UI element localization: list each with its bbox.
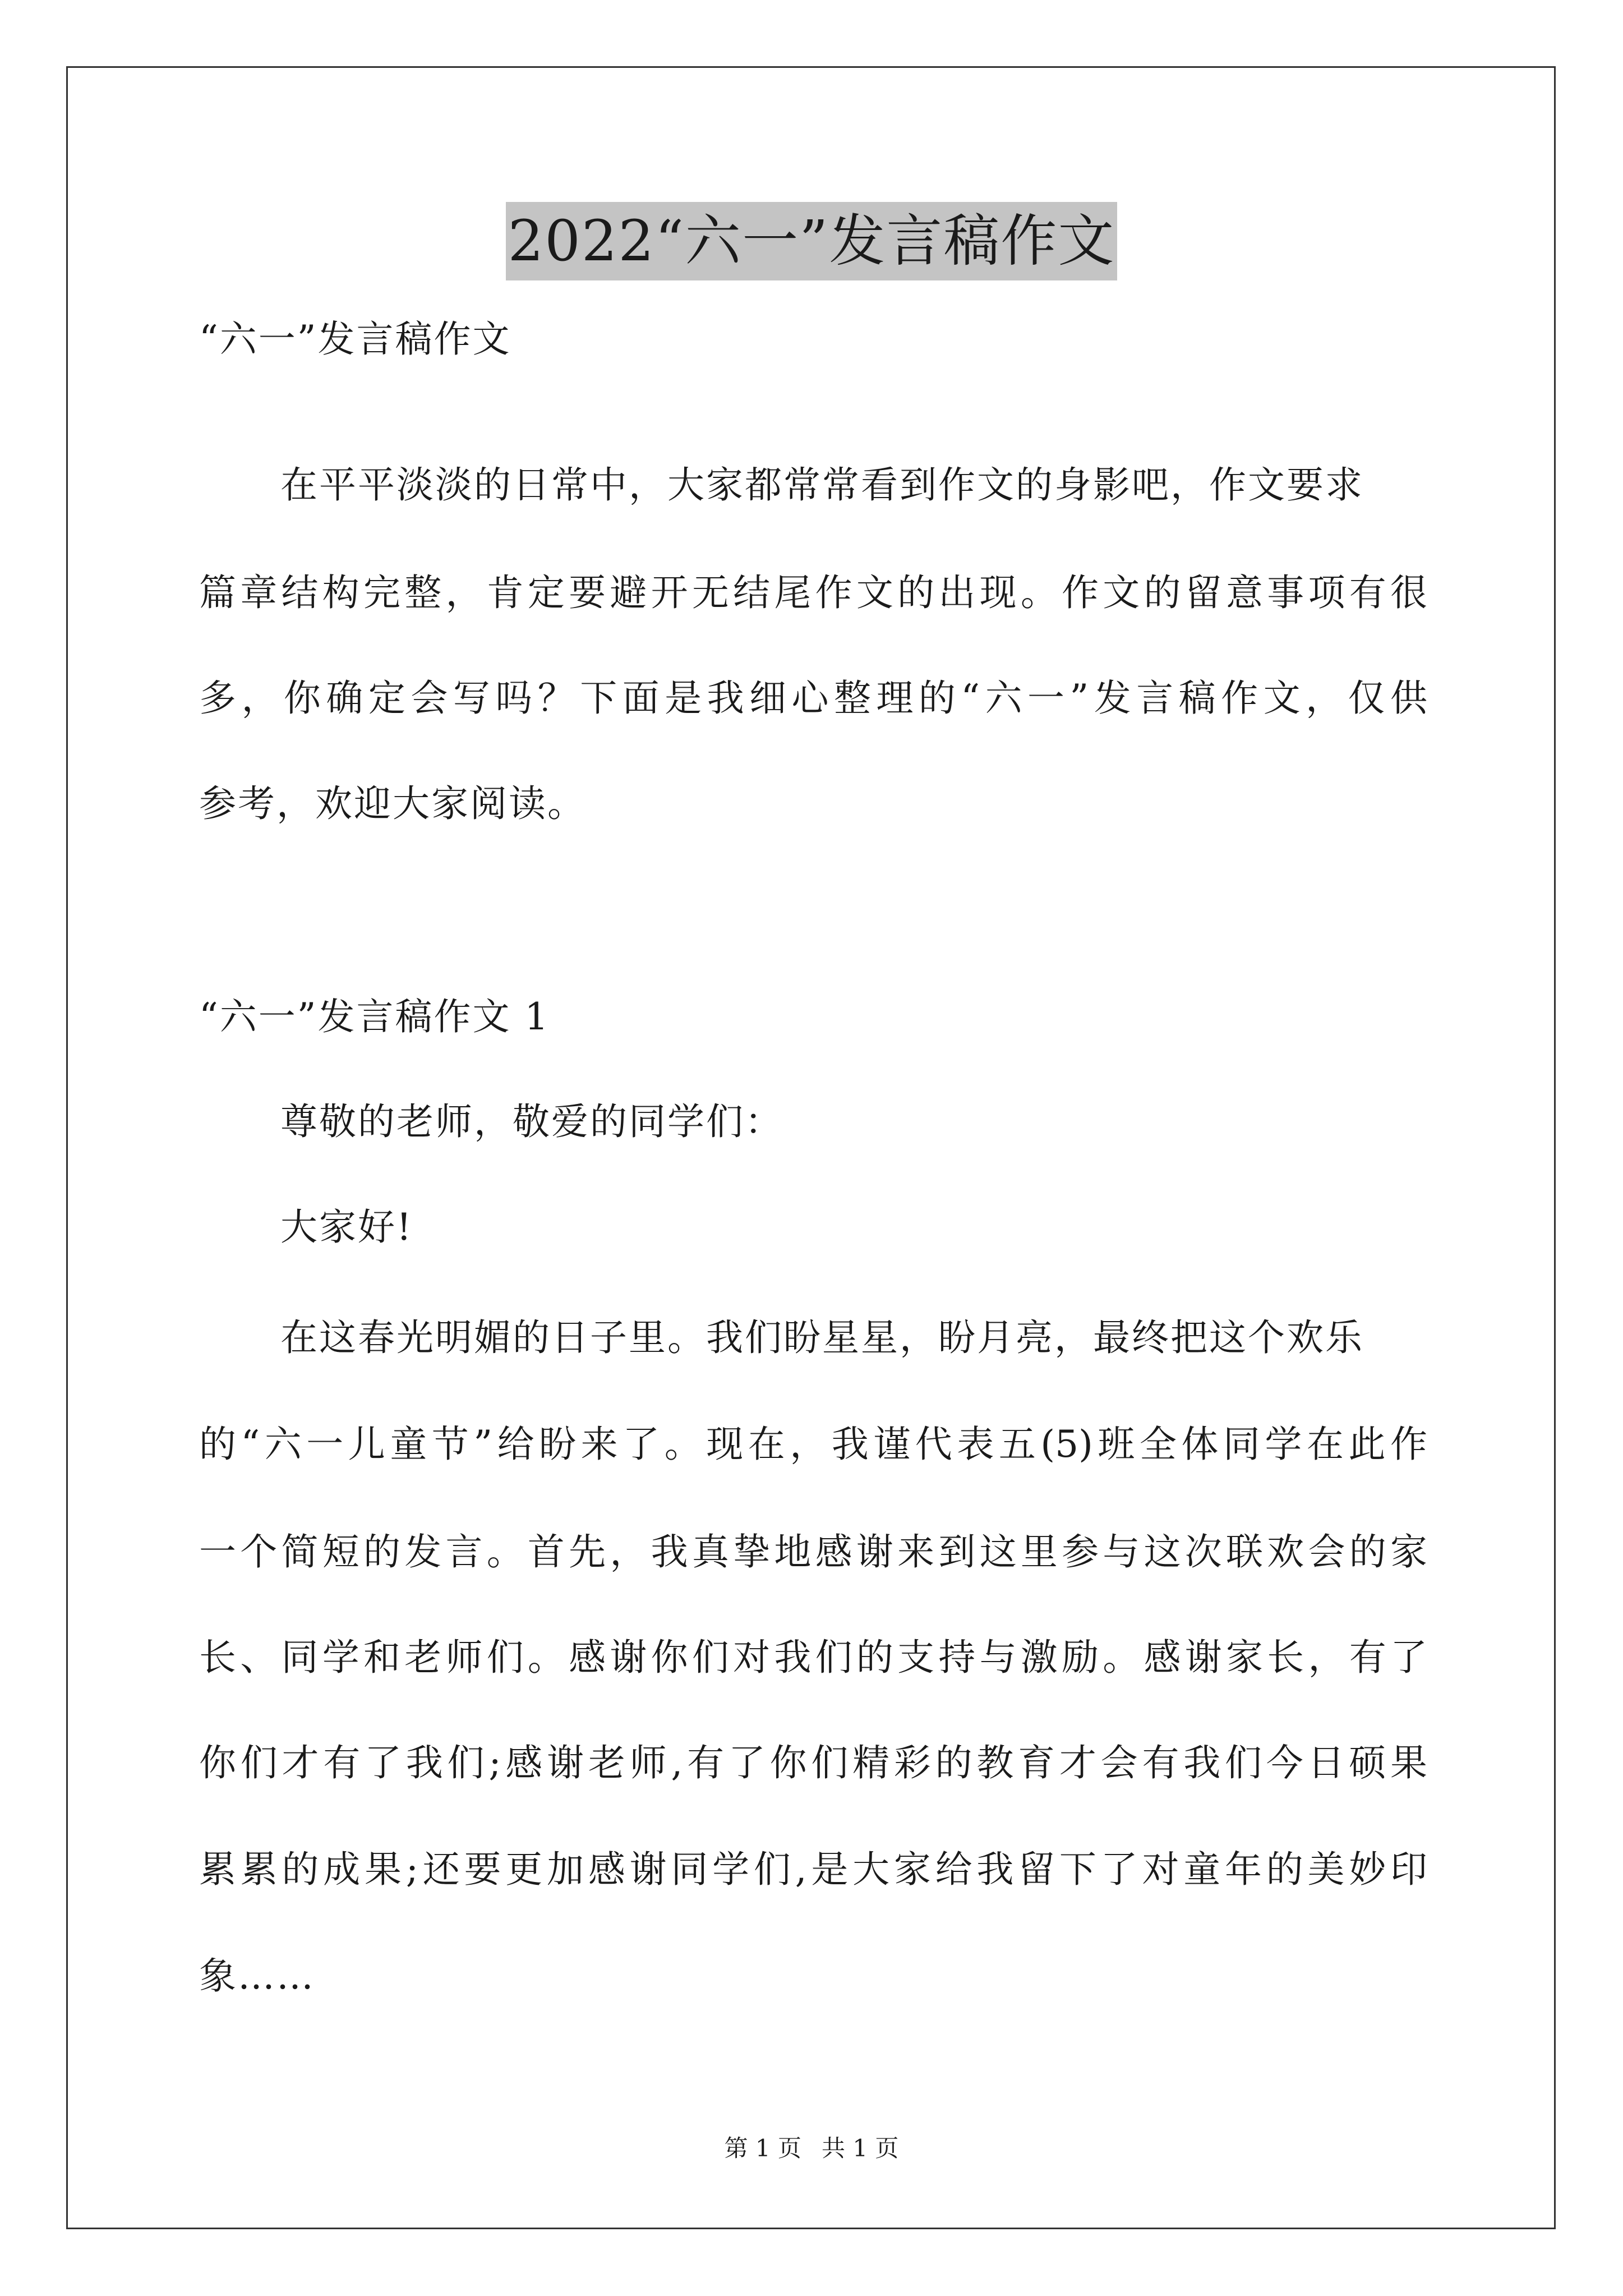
body-line-6: 累累的成果;还要更加感谢同学们,是大家给我留下了对童年的美妙印 <box>199 1848 1427 1891</box>
intro-line-1: 在平平淡淡的日常中，大家都常常看到作文的身影吧，作文要求 <box>280 463 1364 507</box>
body-line-7: 象…… <box>199 1954 315 1998</box>
section-heading: “六一”发言稿作文 1 <box>199 995 550 1038</box>
body-line-5: 你们才有了我们;感谢老师,有了你们精彩的教育才会有我们今日硕果 <box>199 1741 1427 1784</box>
greeting: 大家好! <box>280 1205 413 1249</box>
intro-line-2: 篇章结构完整，肯定要避开无结尾作文的出现。作文的留意事项有很 <box>199 571 1427 614</box>
intro-line-3: 多，你确定会写吗？下面是我细心整理的“六一”发言稿作文，仅供 <box>199 677 1427 720</box>
body-line-3: 一个简短的发言。首先，我真挚地感谢来到这里参与这次联欢会的家 <box>199 1530 1427 1573</box>
body-line-1: 在这春光明媚的日子里。我们盼星星，盼月亮，最终把这个欢乐 <box>280 1316 1364 1359</box>
page-border <box>66 66 1556 2229</box>
body-line-4: 长、同学和老师们。感谢你们对我们的支持与激励。感谢家长，有了 <box>199 1636 1427 1679</box>
title-container <box>0 202 1623 280</box>
body-line-2: 的“六一儿童节”给盼来了。现在，我谨代表五(5)班全体同学在此作 <box>199 1423 1427 1466</box>
document-title: 2022“六一”发言稿作文 <box>506 202 1118 280</box>
intro-line-4: 参考，欢迎大家阅读。 <box>199 782 586 825</box>
page-total: 共 1 页 <box>822 2134 899 2162</box>
page-number: 第 1 页 <box>724 2134 801 2162</box>
salutation: 尊敬的老师，敬爱的同学们： <box>280 1100 783 1143</box>
page-footer <box>0 2132 1623 2165</box>
subtitle: “六一”发言稿作文 <box>199 318 511 361</box>
